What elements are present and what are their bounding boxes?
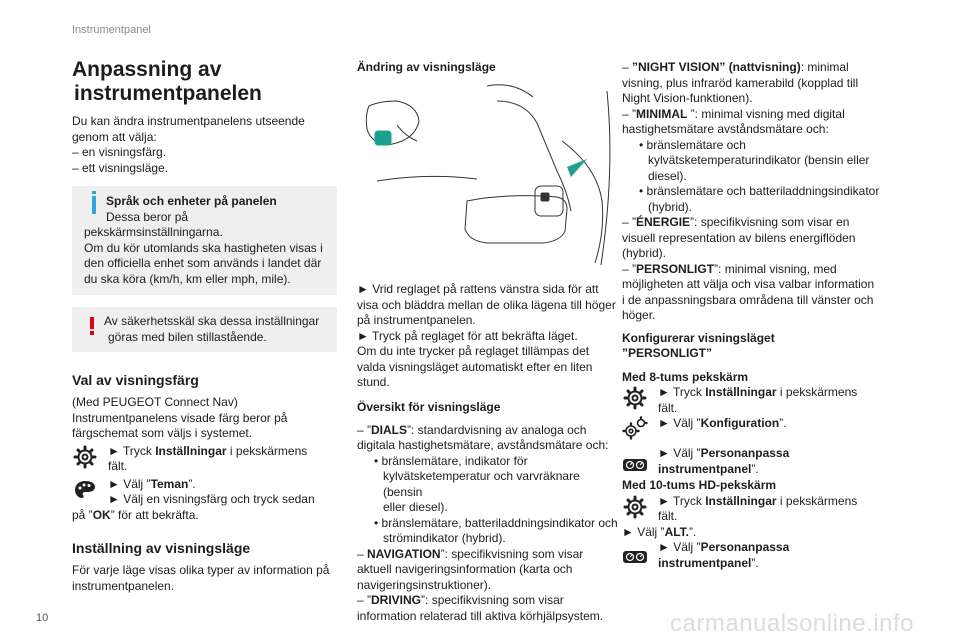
- step-8-config: ► Välj ”Konfiguration”.: [658, 416, 787, 430]
- subheading-10-inch: Med 10-tums HD-pekskärm: [622, 478, 777, 492]
- page-number: 10: [36, 612, 49, 624]
- overview-dials-item-1: • bränslemätare, indikator för kylvätsketemperatur och varvräknare (bensin eller diesel).: [374, 453, 580, 514]
- section-heading-config: Konfigurerar visningsläget ”PERSONLIGT”: [622, 330, 775, 360]
- page-title: Anpassning av instrumentpanelen: [72, 58, 262, 105]
- step-themes: ► Välj ”Teman”. ► Välj en visningsfärg och tryck sedan: [108, 476, 315, 506]
- overview-minimal-item-2: • bränslemätare och batteriladdningsindikator (hybrid).: [639, 184, 880, 214]
- change-text: ► Vrid reglaget på rattens vänstra sida för att visa och bläddra mellan de olika lägena till höger på instrumentpanelen. ► Tryck på reglaget för att bekräfta läget. Om du inte trycker på reglaget tillämpas det valda visningsläget automatiskt efter en liten stund.: [357, 282, 616, 389]
- overview-driving: – ”DRIVING”: specifikvisning som visar information relaterad till aktiva körhjälpsystem.: [357, 593, 604, 623]
- info-title: Språk och enheter på panelen: [106, 194, 277, 208]
- watermark: carmanualsonline.info: [670, 610, 914, 637]
- overview-dials-item-2: • bränslemätare, batteriladdningsindikator och strömindikator (hybrid).: [374, 515, 618, 545]
- overview-dials: – ”DIALS”: standardvisning av analoga och digitala hastighetsmätare, avståndsmätare och:: [357, 422, 609, 452]
- step-10-personalize: ► Välj ”Personanpassa instrumentpanel”.: [658, 540, 790, 570]
- subheading-8-inch: Med 8-tums pekskärm: [622, 369, 749, 384]
- instrument-panel-icon: [622, 452, 648, 478]
- intro-text: Du kan ändra instrumentpanelens utseende genom att välja: – en visningsfärg. – ett visningsläge.: [72, 114, 305, 175]
- step-8-settings: ► Tryck Inställningar i pekskärmens fält.: [658, 385, 858, 415]
- warning-box: [72, 307, 337, 352]
- step-confirm: på ”OK” för att bekräfta.: [72, 507, 199, 522]
- gear-icon: [622, 494, 648, 520]
- column-2: [357, 60, 622, 624]
- column-1: [72, 58, 337, 594]
- step-10-alt: ► Välj ”ALT.”.: [622, 524, 697, 539]
- mode-text: För varje läge visas olika typer av information på instrumentpanelen.: [72, 563, 330, 593]
- color-text: (Med PEUGEOT Connect Nav) Instrumentpanelens visade färg beror på färgschemat som väljs i systemet.: [72, 395, 288, 440]
- step-10-settings: ► Tryck Inställningar i pekskärmens fält.: [658, 493, 858, 523]
- section-heading-mode: Inställning av visningsläge: [72, 540, 251, 556]
- gear-icon: [622, 385, 648, 411]
- overview-minimal: – ”MINIMAL ”: minimal visning med digital hastighetsmätare avståndsmätare och:: [622, 106, 845, 136]
- section-heading-change: Ändring av visningsläge: [357, 60, 496, 74]
- running-header: Instrumentpanel: [72, 24, 151, 36]
- overview-night-vision: – ”NIGHT VISION” (nattvisning): minimal visning, plus infraröd kamerabild (kopplad till Night Vision-funktionen).: [622, 60, 859, 105]
- gear-icon: [72, 444, 98, 470]
- double-gear-icon: [622, 416, 648, 442]
- warning-icon: [90, 317, 94, 329]
- overview-navigation: – NAVIGATION”: specifikvisning som visar aktuell navigeringsinformation (karta och navigeringsinstruktioner).: [357, 546, 584, 592]
- info-box: Språk och enheter på panelen Dessa beror på pekskärmsinställningarna. Om du kör utomlands ska hastigheten visas i den officiella enhet som används i landet där du ska köra (km/h, km eller mph, mile).: [72, 186, 337, 295]
- overview-personligt: – ”PERSONLIGT”: minimal visning, med möjligheten att välja och visa valbar information i de anpassningsbara områdena till vänster och höger.: [622, 261, 875, 322]
- column-3: [622, 60, 907, 571]
- step-settings: ► Tryck Inställningar i pekskärmens fält.: [108, 443, 308, 473]
- step-8-personalize: ► Välj ”Personanpassa instrumentpanel”.: [658, 446, 790, 476]
- steering-wheel-illustration: [357, 81, 622, 266]
- instrument-panel-icon: [622, 544, 648, 570]
- section-heading-color: Val av visningsfärg: [72, 372, 199, 388]
- palette-icon: [72, 477, 98, 503]
- overview-energie: – ”ÉNERGIE”: specifikvisning som visar en visuell representation av bilens energiflöden (hybrid).: [622, 215, 856, 260]
- overview-minimal-item-1: • bränslemätare och kylvätsketemperaturindikator (bensin eller diesel).: [639, 137, 870, 183]
- info-text: pekskärmsinställningarna. Om du kör utomlands ska hastigheten visas i den officiella enhet som används i landet där du ska köra (km/h, km eller mph, mile).: [84, 225, 323, 286]
- info-icon: [92, 191, 96, 194]
- section-heading-overview: Översikt för visningsläge: [357, 399, 501, 414]
- warning-text: Av säkerhetsskäl ska dessa inställningar göras med bilen stillastående.: [104, 314, 320, 344]
